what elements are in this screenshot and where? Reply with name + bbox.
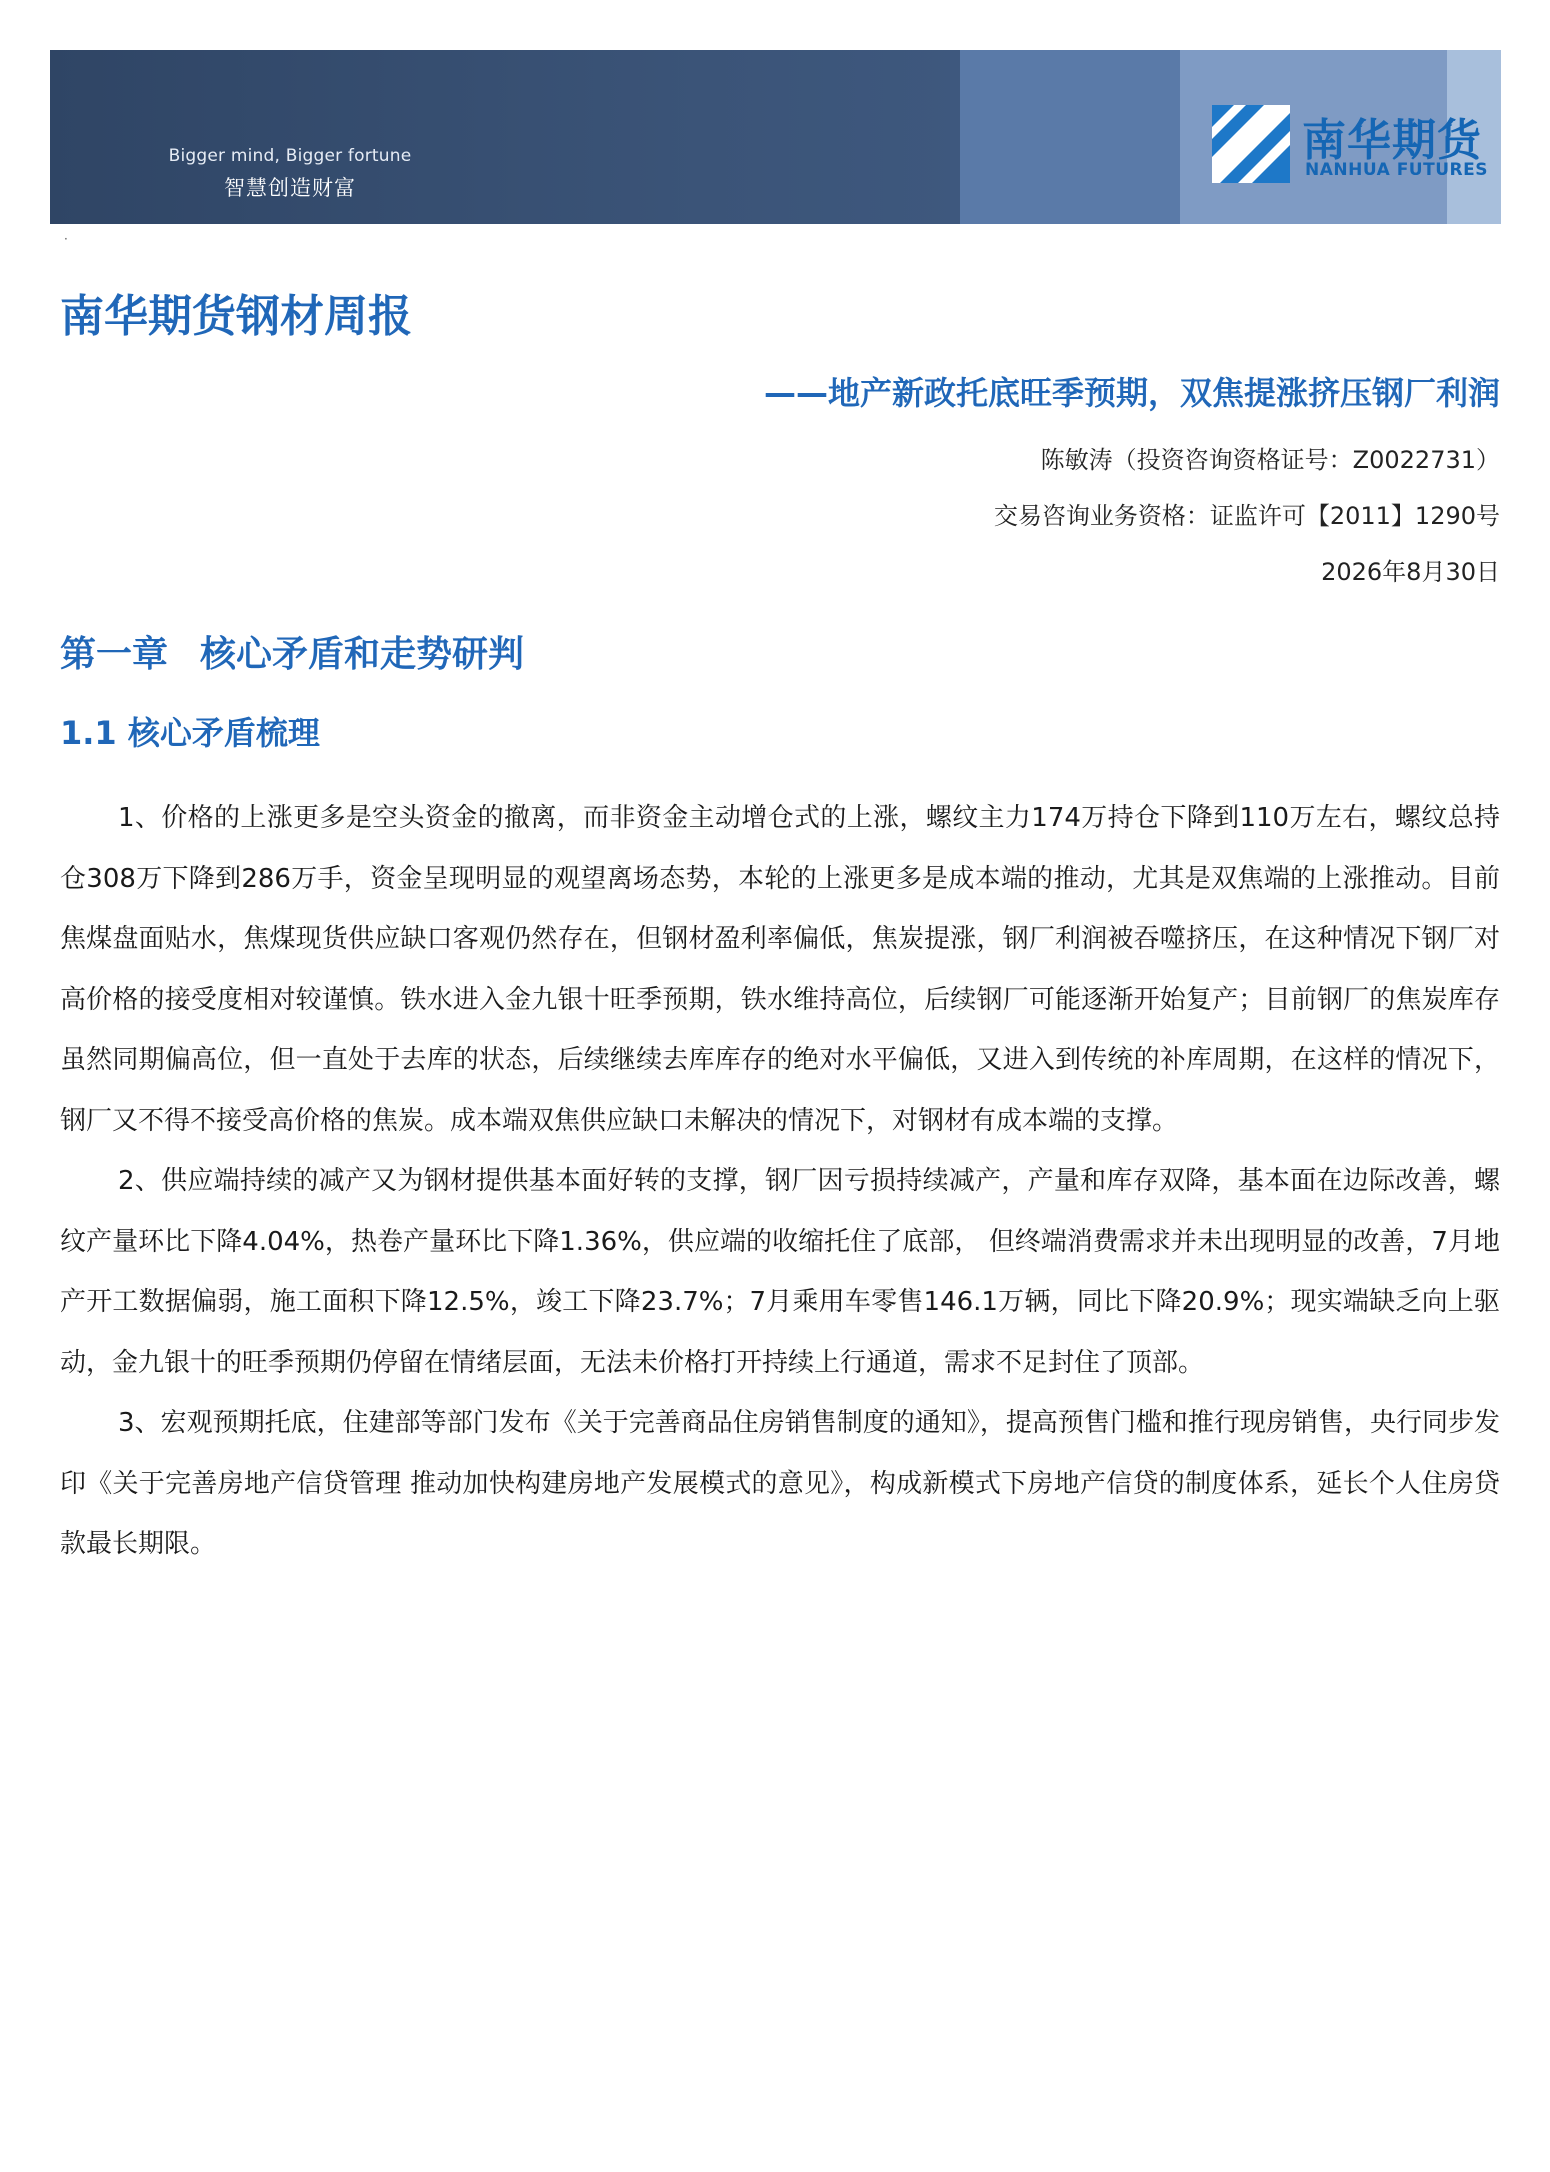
body-text xyxy=(60,788,1500,1575)
logo-wordmark-english: NANHUA FUTURES xyxy=(1305,160,1488,180)
logo-wordmark-chinese: 南华期货 xyxy=(1302,115,1482,166)
banner-stripe xyxy=(960,50,1180,224)
chapter-heading xyxy=(60,626,524,677)
chapter-number: 第一章 xyxy=(60,634,169,675)
page-marker: · xyxy=(64,232,68,246)
paragraph: 1、价格的上涨更多是空头资金的撤离，而非资金主动增仓式的上涨，螺纹主力174万持仓下降到110万左右，螺纹总持仓308万下降到286万手，资金呈现明显的观望离场态势，本轮的上涨更多是成本端的推动，尤其是双焦端的上涨推动。目前焦煤盘面贴水，焦煤现货供应缺口客观仍然存在，但钢材盈利率偏低，焦炭提涨，钢厂利润被吞噬挤压，在这种情况下钢厂对高价格的接受度相对较谨慎。铁水进入金九银十旺季预期，铁水维持高位，后续钢厂可能逐渐开始复产；目前钢厂的焦炭库存虽然同期偏高位，但一直处于去库的状态，后续继续去库库存的绝对水平偏低，又进入到传统的补库周期，在这样的情况下，钢厂又不得不接受高价格的焦炭。成本端双焦供应缺口未解决的情况下，对钢材有成本端的支撑。 xyxy=(60,803,1500,1136)
paragraph: 3、宏观预期托底，住建部等部门发布《关于完善商品住房销售制度的通知》，提高预售门槛和推行现房销售，央行同步发印《关于完善房地产信贷管理 推动加快构建房地产发展模式的意见》，构成新模式下房地产信贷的制度体系，延长个人住房贷款最长期限。 xyxy=(60,1408,1500,1559)
license-line: 交易咨询业务资格：证监许可【2011】1290号 xyxy=(993,502,1500,530)
slogan-english: Bigger mind, Bigger fortune xyxy=(168,146,412,166)
paragraph: 2、供应端持续的减产又为钢材提供基本面好转的支撑，钢厂因亏损持续减产，产量和库存双降，基本面在边际改善，螺纹产量环比下降4.04%，热卷产量环比下降1.36%，供应端的收缩托住了底部， 但终端消费需求并未出现明显的改善，7月地产开工数据偏弱，施工面积下降12.5%，竣工下降23.7%；7月乘用车零售146.1万辆，同比下降20.9%；现实端缺乏向上驱动，金九银十的旺季预期仍停留在情绪层面，无法未价格打开持续上行通道，需求不足封住了顶部。 xyxy=(60,1166,1500,1378)
report-title: 南华期货钢材周报 xyxy=(60,291,412,342)
chapter-title: 核心矛盾和走势研判 xyxy=(200,634,525,675)
slogan-chinese: 智慧创造财富 xyxy=(224,176,356,200)
nanhua-logo-icon xyxy=(1212,105,1290,183)
author-line: 陈敏涛（投资咨询资格证号：Z0022731） xyxy=(1040,446,1500,474)
section-heading: 1.1 核心矛盾梳理 xyxy=(60,714,320,752)
report-subtitle: ——地产新政托底旺季预期，双焦提涨挤压钢厂利润 xyxy=(763,374,1500,412)
header-banner xyxy=(50,50,1501,224)
report-date: 2026年8月30日 xyxy=(1321,558,1500,586)
